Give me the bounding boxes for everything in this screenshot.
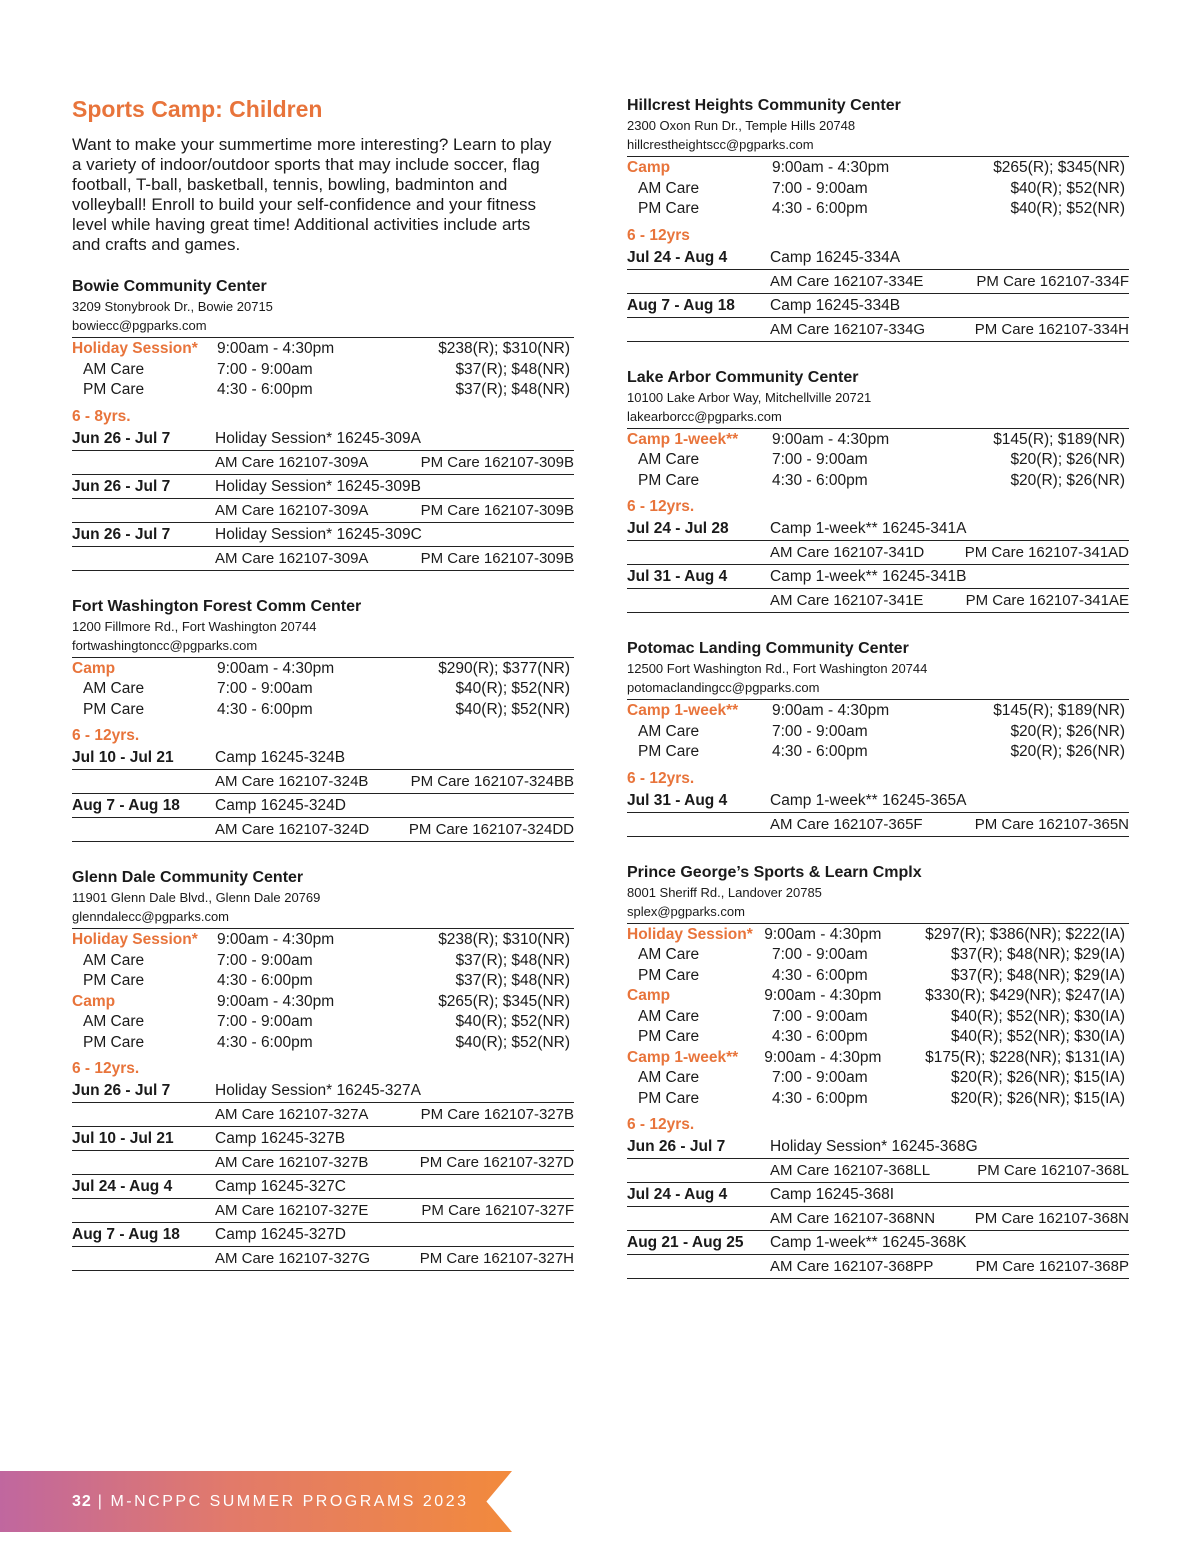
fee-time: 4:30 - 6:00pm	[217, 700, 313, 718]
age-range: 6 - 12yrs.	[627, 1116, 695, 1133]
fee-name: Camp	[72, 659, 116, 677]
fee-time: 9:00am - 4:30pm	[772, 430, 890, 448]
am-care-code: AM Care 162107-365F	[770, 815, 923, 833]
session-row	[627, 789, 1129, 813]
session-dates: Aug 7 - Aug 18	[72, 1226, 180, 1243]
am-care-code: AM Care 162107-327A	[215, 1106, 369, 1123]
session-row	[72, 1223, 574, 1247]
fee-name: PM Care	[638, 1089, 700, 1107]
fee-name: PM Care	[638, 471, 700, 489]
pm-care-code: PM Care 162107-365N	[974, 815, 1129, 833]
fee-time: 7:00 - 9:00am	[772, 1007, 868, 1025]
fee-time: 4:30 - 6:00pm	[217, 381, 313, 398]
fee-row	[72, 380, 574, 401]
age-range: 6 - 12yrs	[627, 226, 690, 244]
fee-time: 4:30 - 6:00pm	[772, 200, 868, 217]
fee-name: Camp 1-week**	[627, 1048, 739, 1066]
pm-care-code: PM Care 162107-327D	[419, 1154, 574, 1171]
fee-time: 7:00 - 9:00am	[217, 680, 313, 697]
pm-care-code: PM Care 162107-368P	[975, 1258, 1129, 1275]
page-number: 32	[72, 1493, 92, 1510]
fee-row	[627, 742, 1129, 763]
fee-price: $37(R); $48(NR); $29(IA)	[950, 946, 1125, 963]
center-email: potomaclandingcc@pgparks.com	[627, 680, 820, 695]
session-code: Camp 16245-327C	[215, 1178, 346, 1195]
fee-table	[72, 657, 574, 721]
fee-row	[627, 945, 1129, 966]
session-row	[72, 427, 574, 451]
fee-row	[72, 1033, 574, 1054]
fee-row	[72, 992, 574, 1013]
fee-row	[627, 179, 1129, 200]
center-block	[627, 863, 1129, 1280]
session-code: Camp 16245-334B	[770, 296, 901, 314]
session-dates: Aug 7 - Aug 18	[72, 797, 180, 814]
fee-time: 7:00 - 9:00am	[772, 946, 868, 963]
session-dates: Jun 26 - Jul 7	[627, 1138, 726, 1155]
fee-name: PM Care	[638, 1028, 700, 1045]
care-row	[627, 541, 1129, 565]
fee-time: 7:00 - 9:00am	[217, 360, 313, 378]
am-care-code: AM Care 162107-324D	[215, 821, 370, 838]
center-address: 11901 Glenn Dale Blvd., Glenn Dale 20769	[72, 890, 321, 905]
session-dates: Jun 26 - Jul 7	[72, 429, 171, 447]
fee-name: Camp 1-week**	[627, 430, 739, 448]
fee-name: AM Care	[83, 360, 145, 378]
center-address: 3209 Stonybrook Dr., Bowie 20715	[72, 299, 273, 314]
session-dates: Jul 24 - Aug 4	[72, 1178, 173, 1195]
care-row	[72, 1199, 574, 1223]
session-dates: Jul 10 - Jul 21	[72, 749, 174, 766]
fee-price: $297(R); $386(NR); $222(IA)	[925, 925, 1125, 943]
footer-separator: |	[97, 1493, 105, 1510]
fee-time: 9:00am - 4:30pm	[217, 340, 335, 357]
fee-row	[627, 1007, 1129, 1028]
fee-price: $37(R); $48(NR)	[455, 360, 570, 378]
fee-time: 9:00am - 4:30pm	[772, 702, 890, 719]
pm-care-code: PM Care 162107-327B	[420, 1106, 574, 1123]
center-name: Potomac Landing Community Center	[627, 640, 909, 657]
age-range: 6 - 12yrs.	[72, 727, 140, 744]
age-range: 6 - 8yrs.	[72, 407, 131, 425]
center-block	[627, 639, 1129, 837]
session-code: Holiday Session* 16245-309C	[215, 525, 422, 543]
center-address: 1200 Fillmore Rd., Fort Washington 20744	[72, 618, 317, 634]
age-range: 6 - 12yrs.	[627, 769, 695, 787]
fee-table	[627, 699, 1129, 763]
fee-price: $37(R); $48(NR)	[455, 972, 570, 989]
pm-care-code: PM Care 162107-327F	[421, 1202, 574, 1219]
am-care-code: AM Care 162107-309A	[215, 501, 369, 519]
fee-time: 9:00am - 4:30pm	[217, 992, 335, 1010]
care-row	[627, 1207, 1129, 1231]
pm-care-code: PM Care 162107-324BB	[410, 773, 574, 790]
fee-price: $20(R); $26(NR)	[1010, 722, 1125, 740]
fee-price: $175(R); $228(NR); $131(IA)	[925, 1048, 1125, 1066]
session-code: Camp 1-week** 16245-365A	[770, 791, 967, 809]
am-care-code: AM Care 162107-324B	[215, 773, 369, 790]
fee-name: PM Care	[83, 381, 145, 398]
am-care-code: AM Care 162107-368PP	[770, 1258, 934, 1275]
session-row	[72, 746, 574, 770]
pm-care-code: PM Care 162107-368N	[974, 1210, 1129, 1227]
center-address: 12500 Fort Washington Rd., Fort Washington 20744	[627, 661, 928, 676]
pm-care-code: PM Care 162107-309B	[420, 501, 574, 519]
center-name: Glenn Dale Community Center	[72, 869, 304, 886]
care-row	[72, 1103, 574, 1127]
fee-row	[72, 1012, 574, 1033]
am-care-code: AM Care 162107-334E	[770, 272, 924, 290]
care-row	[72, 818, 574, 842]
session-row	[72, 1175, 574, 1199]
fee-price: $330(R); $429(NR); $247(IA)	[925, 987, 1125, 1004]
fee-time: 7:00 - 9:00am	[772, 179, 868, 197]
fee-time: 4:30 - 6:00pm	[772, 1089, 868, 1107]
session-row	[627, 565, 1129, 589]
session-code: Camp 1-week** 16245-368K	[770, 1234, 967, 1251]
fee-name: Camp	[72, 992, 116, 1010]
pm-care-code: PM Care 162107-324DD	[408, 821, 574, 838]
fee-time: 4:30 - 6:00pm	[772, 743, 868, 760]
fee-name: Camp	[627, 159, 671, 176]
care-row	[72, 499, 574, 523]
fee-time: 4:30 - 6:00pm	[217, 1033, 313, 1051]
fee-name: AM Care	[83, 951, 145, 969]
fee-price: $20(R); $26(NR)	[1010, 451, 1125, 468]
fee-name: PM Care	[83, 1033, 145, 1051]
session-code: Camp 16245-327B	[215, 1130, 346, 1147]
fee-row	[72, 951, 574, 972]
center-block	[627, 368, 1129, 614]
fee-name: PM Care	[83, 972, 145, 989]
session-row	[72, 794, 574, 818]
fee-row	[72, 930, 574, 951]
care-row	[627, 813, 1129, 837]
session-code: Camp 1-week** 16245-341B	[770, 568, 967, 585]
fee-price: $265(R); $345(NR)	[438, 992, 570, 1010]
fee-row	[627, 471, 1129, 492]
pm-care-code: PM Care 162107-368L	[977, 1162, 1129, 1179]
session-code: Holiday Session* 16245-368G	[770, 1138, 978, 1155]
fee-price: $238(R); $310(NR)	[438, 931, 570, 948]
fee-price: $20(R); $26(NR); $15(IA)	[950, 1069, 1125, 1086]
fee-table	[72, 337, 574, 401]
pm-care-code: PM Care 162107-327H	[419, 1250, 574, 1267]
fee-name: PM Care	[638, 966, 700, 984]
am-care-code: AM Care 162107-334G	[770, 320, 926, 338]
session-code: Holiday Session* 16245-327A	[215, 1082, 421, 1099]
fee-price: $145(R); $189(NR)	[993, 702, 1125, 719]
fee-name: AM Care	[638, 722, 700, 740]
footer-title: M-NCPPC SUMMER PROGRAMS 2023	[110, 1493, 469, 1510]
fee-name: AM Care	[638, 451, 700, 468]
center-email: bowiecc@pgparks.com	[72, 318, 207, 333]
am-care-code: AM Care 162107-309A	[215, 453, 369, 471]
fee-row	[627, 986, 1129, 1007]
session-code: Camp 16245-368I	[770, 1186, 895, 1203]
am-care-code: AM Care 162107-341D	[770, 544, 925, 561]
center-block	[72, 868, 574, 1271]
center-name: Hillcrest Heights Community Center	[627, 97, 901, 114]
care-row	[627, 1159, 1129, 1183]
fee-time: 7:00 - 9:00am	[772, 451, 868, 468]
fee-row	[627, 1027, 1129, 1048]
session-row	[627, 1231, 1129, 1255]
session-dates: Jun 26 - Jul 7	[72, 477, 171, 495]
fee-time: 4:30 - 6:00pm	[772, 471, 868, 489]
fee-price: $265(R); $345(NR)	[993, 159, 1125, 176]
am-care-code: AM Care 162107-368NN	[770, 1210, 936, 1227]
pm-care-code: PM Care 162107-341AE	[965, 592, 1129, 609]
fee-name: Camp 1-week**	[627, 702, 739, 719]
session-dates: Jul 24 - Jul 28	[627, 520, 729, 537]
fee-time: 9:00am - 4:30pm	[772, 159, 890, 176]
session-code: Holiday Session* 16245-309B	[215, 477, 421, 495]
fee-name: Holiday Session*	[72, 340, 198, 357]
care-row	[72, 547, 574, 571]
center-address: 10100 Lake Arbor Way, Mitchellville 20721	[627, 389, 872, 405]
session-row	[72, 1127, 574, 1151]
session-dates: Jul 24 - Aug 4	[627, 248, 728, 266]
section-intro: Want to make your summertime more interesting? Learn to play a variety of indoor/outdoor sports that may include soccer, flag football, T-ball, basketball, tennis, bowling, badminton and volleyball! Enroll to build your self-confidence and your fitness level while having great time! Additional activities include arts and crafts and games.	[72, 135, 552, 254]
fee-price: $40(R); $52(NR)	[455, 680, 570, 697]
fee-time: 9:00am - 4:30pm	[764, 925, 882, 943]
fee-time: 9:00am - 4:30pm	[764, 987, 882, 1004]
center-block	[72, 277, 574, 571]
fee-price: $238(R); $310(NR)	[438, 340, 570, 357]
fee-price: $37(R); $48(NR)	[455, 381, 570, 398]
fee-price: $37(R); $48(NR)	[455, 951, 570, 969]
session-dates: Jul 24 - Aug 4	[627, 1186, 728, 1203]
fee-time: 9:00am - 4:30pm	[217, 659, 335, 677]
fee-row	[72, 971, 574, 992]
session-code: Camp 16245-327D	[215, 1226, 346, 1243]
am-care-code: AM Care 162107-327G	[215, 1250, 371, 1267]
fee-price: $37(R); $48(NR); $29(IA)	[950, 966, 1125, 984]
session-row	[627, 1183, 1129, 1207]
session-code: Camp 16245-334A	[770, 248, 901, 266]
fee-row	[627, 966, 1129, 987]
session-code: Camp 16245-324B	[215, 749, 346, 766]
right-column	[627, 96, 1129, 1305]
fee-table	[72, 928, 574, 1053]
fee-row	[72, 339, 574, 360]
fee-price: $40(R); $52(NR)	[455, 1033, 570, 1051]
care-row	[72, 1151, 574, 1175]
center-block	[627, 96, 1129, 342]
fee-price: $20(R); $26(NR)	[1010, 743, 1125, 760]
center-name: Bowie Community Center	[72, 278, 267, 295]
fee-row	[627, 722, 1129, 743]
fee-time: 7:00 - 9:00am	[217, 951, 313, 969]
fee-time: 9:00am - 4:30pm	[764, 1048, 882, 1066]
session-code: Camp 16245-324D	[215, 797, 346, 814]
fee-time: 7:00 - 9:00am	[217, 1013, 313, 1030]
fee-price: $145(R); $189(NR)	[993, 430, 1125, 448]
session-code: Camp 1-week** 16245-341A	[770, 520, 967, 537]
fee-price: $20(R); $26(NR); $15(IA)	[950, 1089, 1125, 1107]
care-row	[72, 1247, 574, 1271]
center-name: Fort Washington Forest Comm Center	[72, 597, 362, 615]
center-email: glenndalecc@pgparks.com	[72, 909, 230, 924]
fee-row	[627, 1068, 1129, 1089]
session-row	[72, 523, 574, 547]
fee-row	[627, 450, 1129, 471]
session-row	[627, 294, 1129, 318]
fee-name: Holiday Session*	[627, 925, 753, 943]
am-care-code: AM Care 162107-327E	[215, 1202, 369, 1219]
fee-row	[627, 1089, 1129, 1110]
fee-time: 4:30 - 6:00pm	[217, 972, 313, 989]
fee-name: AM Care	[638, 946, 700, 963]
care-row	[627, 1255, 1129, 1279]
fee-row	[72, 700, 574, 721]
center-email: splex@pgparks.com	[627, 903, 745, 919]
session-dates: Aug 7 - Aug 18	[627, 296, 735, 314]
fee-table	[627, 923, 1129, 1110]
fee-price: $290(R); $377(NR)	[438, 659, 570, 677]
fee-row	[627, 1048, 1129, 1069]
fee-price: $40(R); $52(NR); $30(IA)	[950, 1007, 1125, 1025]
fee-name: PM Care	[638, 743, 700, 760]
fee-row	[627, 158, 1129, 179]
fee-name: AM Care	[83, 1013, 145, 1030]
fee-row	[72, 659, 574, 680]
session-row	[627, 517, 1129, 541]
center-email: hillcrestheightscc@pgparks.com	[627, 137, 814, 152]
fee-table	[627, 156, 1129, 220]
am-care-code: AM Care 162107-327B	[215, 1154, 369, 1171]
fee-row	[72, 679, 574, 700]
fee-name: AM Care	[83, 680, 145, 697]
center-block	[72, 597, 574, 843]
session-row	[627, 246, 1129, 270]
am-care-code: AM Care 162107-309A	[215, 549, 369, 567]
left-column	[72, 96, 574, 1297]
fee-name: PM Care	[638, 200, 700, 217]
care-row	[627, 270, 1129, 294]
fee-price: $40(R); $52(NR)	[455, 700, 570, 718]
session-dates: Jul 31 - Aug 4	[627, 568, 728, 585]
pm-care-code: PM Care 162107-309B	[420, 549, 574, 567]
pm-care-code: PM Care 162107-334H	[974, 320, 1129, 338]
fee-name: PM Care	[83, 700, 145, 718]
fee-name: Camp	[627, 987, 671, 1004]
fee-price: $40(R); $52(NR)	[455, 1013, 570, 1030]
age-range: 6 - 12yrs.	[72, 1060, 140, 1077]
fee-row	[627, 925, 1129, 946]
center-address: 2300 Oxon Run Dr., Temple Hills 20748	[627, 118, 856, 133]
fee-price: $40(R); $52(NR); $30(IA)	[950, 1028, 1125, 1045]
fee-name: AM Care	[638, 1069, 700, 1086]
fee-name: AM Care	[638, 179, 700, 197]
care-row	[72, 770, 574, 794]
session-dates: Aug 21 - Aug 25	[627, 1234, 744, 1251]
care-row	[627, 589, 1129, 613]
fee-time: 7:00 - 9:00am	[772, 722, 868, 740]
am-care-code: AM Care 162107-368LL	[770, 1162, 931, 1179]
session-row	[72, 475, 574, 499]
session-row	[627, 1135, 1129, 1159]
fee-price: $40(R); $52(NR)	[1010, 200, 1125, 217]
fee-time: 9:00am - 4:30pm	[217, 931, 335, 948]
pm-care-code: PM Care 162107-334F	[976, 272, 1129, 290]
pm-care-code: PM Care 162107-309B	[420, 453, 574, 471]
pm-care-code: PM Care 162107-341AD	[964, 544, 1129, 561]
fee-time: 4:30 - 6:00pm	[772, 966, 868, 984]
care-row	[627, 318, 1129, 342]
fee-time: 4:30 - 6:00pm	[772, 1028, 868, 1045]
section-title: Sports Camp: Children	[72, 96, 323, 122]
fee-name: AM Care	[638, 1007, 700, 1025]
center-name: Lake Arbor Community Center	[627, 368, 859, 386]
am-care-code: AM Care 162107-341E	[770, 592, 924, 609]
fee-time: 7:00 - 9:00am	[772, 1069, 868, 1086]
fee-table	[627, 428, 1129, 492]
fee-price: $40(R); $52(NR)	[1010, 179, 1125, 197]
fee-row	[627, 199, 1129, 220]
session-dates: Jun 26 - Jul 7	[72, 1082, 171, 1099]
care-row	[72, 451, 574, 475]
center-email: fortwashingtoncc@pgparks.com	[72, 637, 258, 653]
session-dates: Jun 26 - Jul 7	[72, 525, 171, 543]
session-dates: Jul 31 - Aug 4	[627, 791, 728, 809]
fee-name: Holiday Session*	[72, 931, 198, 948]
center-name: Prince George’s Sports & Learn Cmplx	[627, 863, 922, 881]
fee-row	[627, 701, 1129, 722]
session-dates: Jul 10 - Jul 21	[72, 1130, 174, 1147]
session-row	[72, 1079, 574, 1103]
center-email: lakearborcc@pgparks.com	[627, 408, 782, 424]
fee-row	[72, 360, 574, 381]
fee-row	[627, 430, 1129, 451]
center-address: 8001 Sheriff Rd., Landover 20785	[627, 884, 822, 900]
age-range: 6 - 12yrs.	[627, 498, 695, 515]
session-code: Holiday Session* 16245-309A	[215, 429, 421, 447]
fee-price: $20(R); $26(NR)	[1010, 471, 1125, 489]
footer	[72, 1493, 469, 1511]
